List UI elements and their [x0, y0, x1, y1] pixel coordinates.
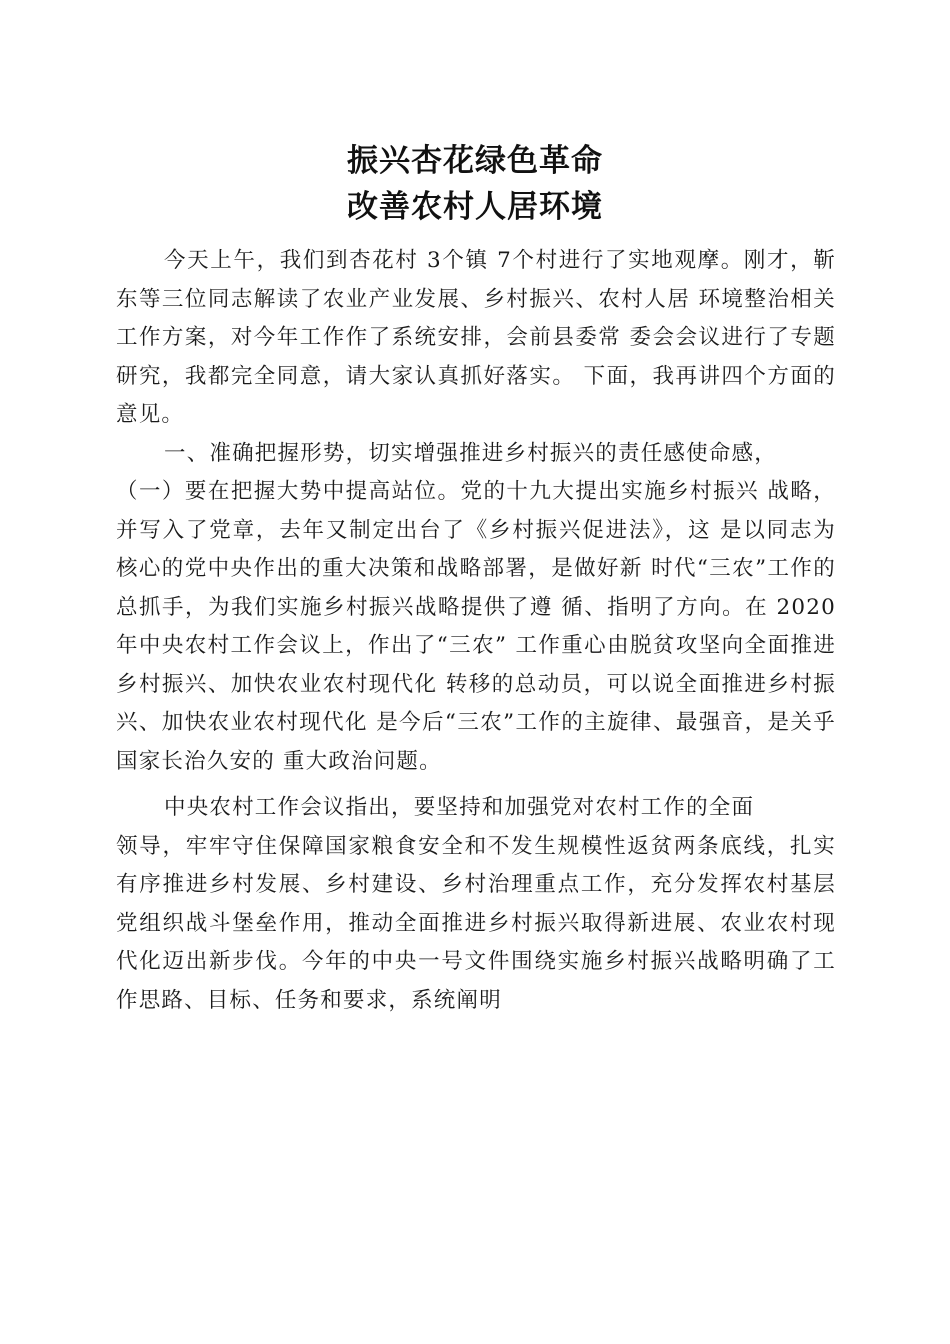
title-line-2: 改善农村人居环境	[347, 189, 603, 225]
section-heading-1: 一、准确把握形势，切实增强推进乡村振兴的责任感使命感，	[164, 440, 777, 466]
paragraph-intro: 今天上午，我们到杏花村 3个镇 7个村进行了实地观摩。刚才，靳东等三位同志解读了农业产业发展、乡村振兴、农村人居 环境整治相关工作方案，对今年工作作了系统安排，会前县委常 委会会议进行了专题研究，我都完全同意，请大家认真抓好落实。 下面，我再讲四个方面的意见。	[116, 248, 836, 427]
paragraph-subsection-1: （一）要在把握大势中提高站位。党的十九大提出实施乡村振兴 战略，并写入了党章，去年又制定出台了《乡村振兴促进法》，这 是以同志为核心的党中央作出的重大决策和战略部署，是做好新 时代“三农”工作的总抓手，为我们实施乡村振兴战略提供了遵 循、指明了方向。在 2020 年中央农村工作会议上，作出了“三农” 工作重心由脱贫攻坚向全面推进乡村振兴、加快农业农村现代化 转移的总动员，可以说全面推进乡村振兴、加快农业农村现代化 是今后“三农”工作的主旋律、最强音，是关乎国家长治久安的 重大政治问题。	[116, 479, 836, 774]
title-line-1: 振兴杏花绿色革命	[347, 143, 603, 179]
paragraph-conference-start: 中央农村工作会议指出，要坚持和加强党对农村工作的全面	[164, 795, 755, 820]
document-title	[0, 138, 950, 230]
document-body	[116, 242, 836, 1020]
paragraph-conference-body: 领导，牢牢守住保障国家粮食安全和不发生规模性返贫两条底线，扎实有序推进乡村发展、乡村建设、乡村治理重点工作，充分发挥农村基层党组织战斗堡垒作用，推动全面推进乡村振兴取得新进展、农业农村现代化迈出新步伐。今年的中央一号文件围绕实施乡村振兴战略明确了工作思路、目标、任务和要求，系统阐明	[116, 833, 836, 1013]
